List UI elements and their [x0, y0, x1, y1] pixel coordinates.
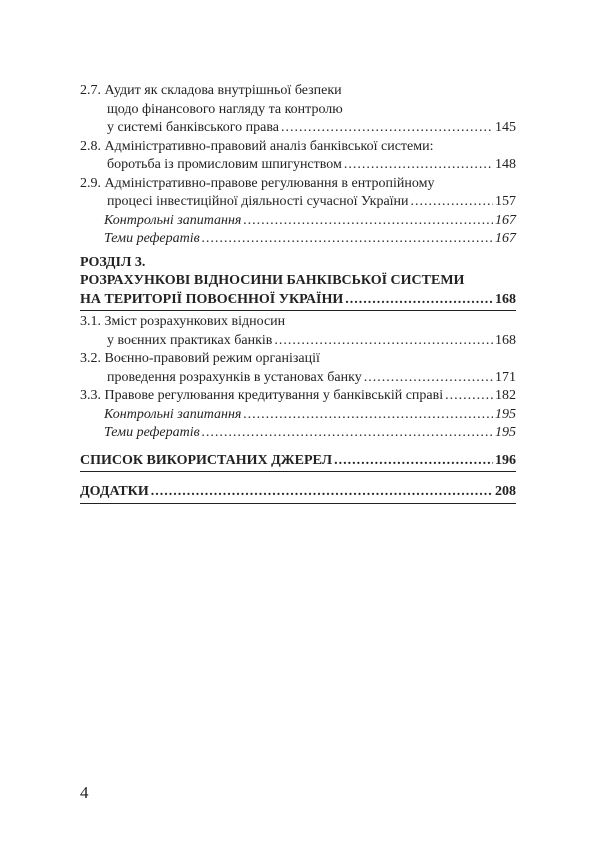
- dot-leader: [243, 212, 493, 231]
- toc-entry-2-8[interactable]: [80, 138, 516, 175]
- toc-entry-title-cont: проведення розрахунків в установах банку: [107, 369, 362, 385]
- chapter-title-cont: НА ТЕРИТОРІЇ ПОВОЄННОЇ УКРАЇНИ: [80, 291, 344, 307]
- toc-entry-sources[interactable]: [80, 452, 516, 473]
- toc-entry-title: 3.2. Воєнно-правовий режим організації: [80, 351, 320, 366]
- toc-page-number: 157: [495, 194, 516, 209]
- dot-leader: [334, 452, 493, 471]
- toc-entry-2-7[interactable]: [80, 82, 516, 138]
- toc-entry-title-cont: у воєнних практиках банків: [107, 332, 273, 348]
- toc-entry-title: 2.9. Адміністративно-правове регулювання в ентропійному: [80, 175, 435, 191]
- table-of-contents: [80, 82, 516, 506]
- toc-entry-title-cont: у системі банківського права: [107, 120, 279, 135]
- toc-entry-questions-3[interactable]: [80, 406, 516, 425]
- dot-leader: [364, 369, 493, 388]
- toc-page-number: 208: [495, 484, 516, 499]
- toc-page-number: 168: [495, 291, 516, 307]
- dot-leader: [274, 332, 493, 351]
- toc-entry-title: 3.3. Правове регулювання кредитування у банківській справі: [80, 388, 444, 403]
- toc-entry-title: ДОДАТКИ: [80, 484, 149, 499]
- dot-leader: [202, 230, 493, 249]
- toc-page-number: 167: [495, 231, 516, 246]
- toc-page-number: 148: [495, 157, 516, 172]
- toc-page-number: 196: [495, 452, 516, 468]
- toc-entry-questions-2[interactable]: [80, 212, 516, 231]
- toc-entry-title: 2.8. Адміністративно-правовий аналіз банківської системи:: [80, 138, 434, 154]
- toc-entry-title-cont: боротьба із промисловим шпигунством: [107, 157, 342, 172]
- dot-leader: [411, 193, 493, 212]
- page-number: 4: [80, 783, 89, 802]
- dot-leader: [445, 387, 493, 406]
- toc-entry-title: Теми рефератів: [104, 231, 200, 246]
- toc-page-number: 195: [495, 425, 516, 440]
- toc-page-number: 171: [495, 369, 516, 385]
- dot-leader: [243, 406, 493, 425]
- toc-entry-title: СПИСОК ВИКОРИСТАНИХ ДЖЕРЕЛ: [80, 452, 333, 468]
- toc-entry-title: 2.7. Аудит як складова внутрішньої безпеки: [80, 83, 342, 98]
- toc-entry-title-cont: щодо фінансового нагляду та контролю: [107, 101, 343, 117]
- toc-entry-3-1[interactable]: [80, 313, 516, 350]
- dot-leader: [202, 424, 493, 443]
- toc-page-number: 195: [495, 406, 516, 422]
- toc-page-number: 168: [495, 332, 516, 348]
- toc-entry-title: Теми рефератів: [104, 425, 200, 440]
- toc-chapter-3[interactable]: [80, 254, 516, 312]
- toc-entry-3-2[interactable]: [80, 350, 516, 387]
- toc-entry-appendix[interactable]: [80, 483, 516, 504]
- toc-entry-3-3[interactable]: [80, 387, 516, 406]
- toc-entry-2-9[interactable]: [80, 175, 516, 212]
- dot-leader: [151, 483, 493, 502]
- toc-entry-title-cont: процесі інвестиційної діяльності сучасної України: [107, 194, 409, 209]
- toc-entry-title: Контрольні запитання: [104, 406, 242, 422]
- toc-page-number: 145: [495, 120, 516, 135]
- chapter-heading: РОЗДІЛ 3.: [80, 254, 146, 270]
- chapter-title: РОЗРАХУНКОВІ ВІДНОСИНИ БАНКІВСЬКОЇ СИСТЕМИ: [80, 273, 465, 288]
- dot-leader: [281, 119, 493, 138]
- dot-leader: [344, 156, 493, 175]
- toc-page-number: 182: [495, 388, 516, 403]
- dot-leader: [345, 291, 493, 310]
- toc-page-number: 167: [495, 212, 516, 228]
- toc-entry-essays-3[interactable]: [80, 424, 516, 443]
- toc-entry-title: 3.1. Зміст розрахункових відносин: [80, 314, 286, 329]
- toc-entry-essays-2[interactable]: [80, 230, 516, 249]
- toc-entry-title: Контрольні запитання: [104, 212, 242, 228]
